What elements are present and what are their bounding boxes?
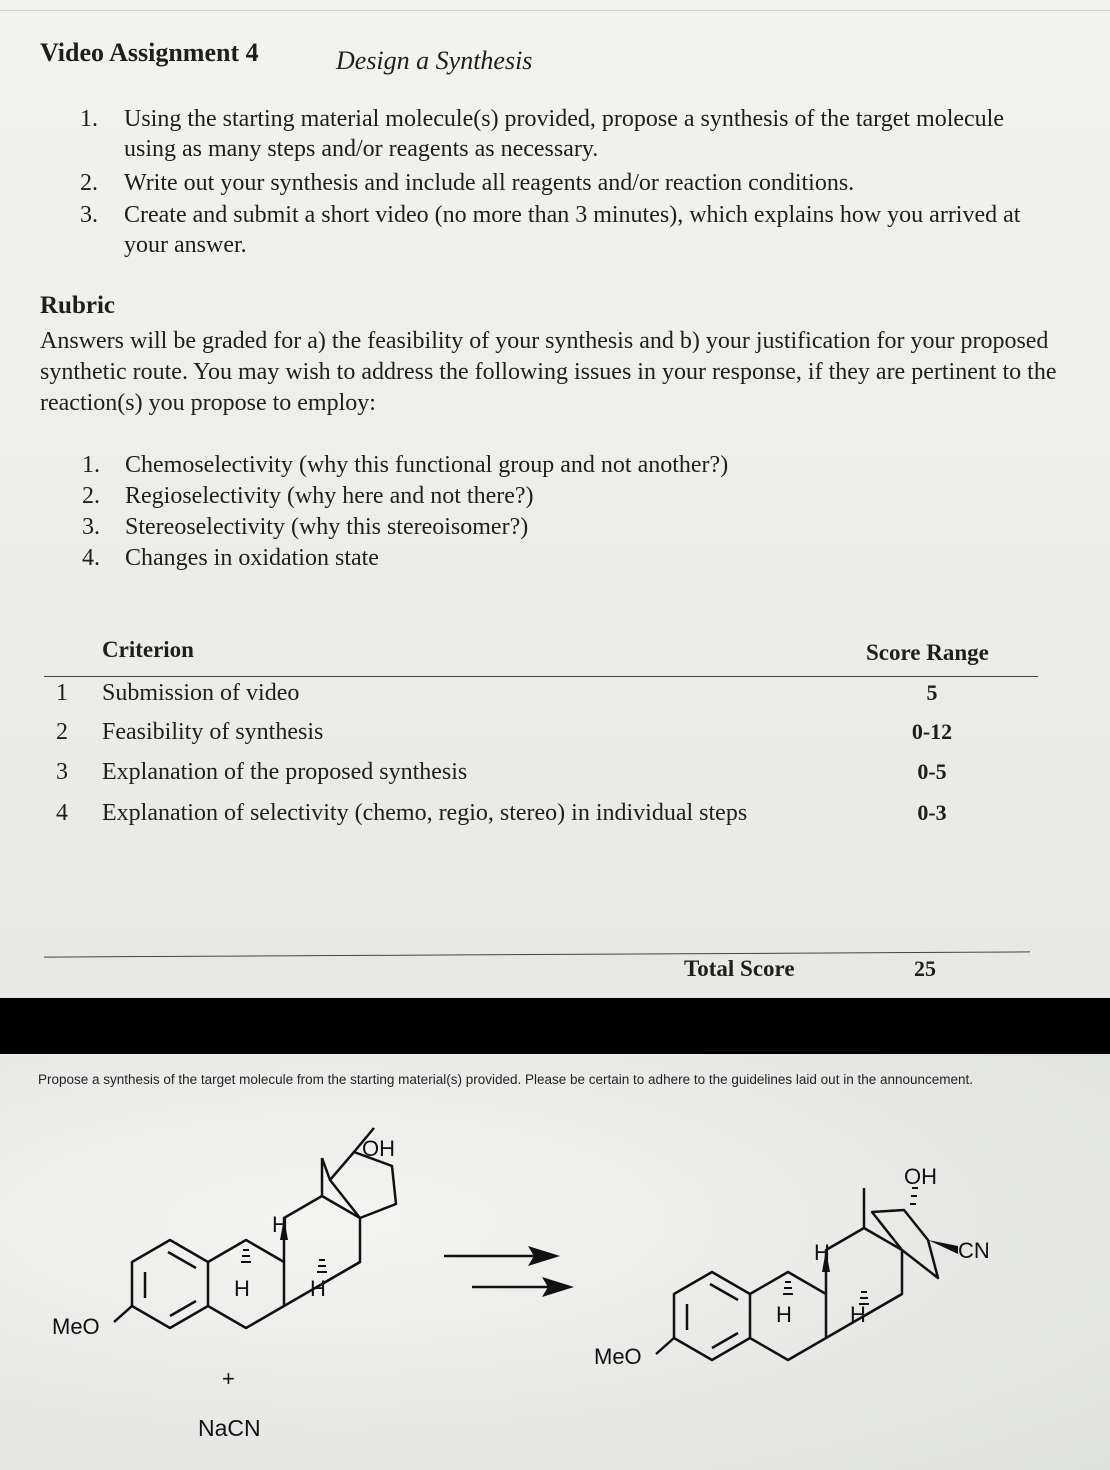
row-criterion: Submission of video bbox=[102, 680, 300, 706]
row-criterion: Explanation of the proposed synthesis bbox=[102, 759, 468, 785]
target-structure bbox=[656, 1188, 938, 1360]
row-score: 0-3 bbox=[917, 800, 947, 825]
instruction-number: 1. bbox=[80, 106, 98, 132]
total-score-value: 25 bbox=[914, 956, 936, 981]
table-header-criterion: Criterion bbox=[102, 637, 194, 662]
row-number: 3 bbox=[56, 759, 68, 785]
instruction-item bbox=[80, 200, 1020, 260]
row-score: 0-5 bbox=[917, 759, 947, 784]
instruction-text: Create and submit a short video (no more than 3 minutes), which explains how you arrived at your answer. bbox=[124, 202, 1021, 258]
assignment-subtitle: Design a Synthesis bbox=[336, 46, 533, 75]
wedge-bond-cn bbox=[928, 1240, 958, 1254]
reaction-scheme bbox=[0, 1100, 1110, 1470]
meo-bond bbox=[114, 1306, 132, 1322]
bond bbox=[322, 1262, 360, 1284]
start-h-label: H bbox=[234, 1276, 250, 1301]
instruction-text: Using the starting material molecule(s) provided, propose a synthesis of the target molecule using as many steps and/or reagents as necessary. bbox=[124, 106, 1004, 162]
table-row bbox=[0, 759, 1110, 789]
issue-text: Chemoselectivity (why this functional group and not another?) bbox=[125, 452, 729, 478]
ring-d bbox=[330, 1152, 396, 1218]
aromatic-double-bond bbox=[168, 1252, 196, 1268]
start-h-label: H bbox=[310, 1276, 326, 1301]
row-criterion: Feasibility of synthesis bbox=[102, 719, 324, 745]
reagent-label: NaCN bbox=[198, 1415, 261, 1441]
rubric-paragraph: Answers will be graded for a) the feasibility of your synthesis and b) your justification for your proposed synthetic route. You may wish to address the following issues in your response, if they are pertinent to the reaction(s) you propose to employ: bbox=[40, 328, 1057, 416]
total-score-label: Total Score bbox=[684, 956, 795, 981]
issue-text: Changes in oxidation state bbox=[125, 545, 379, 571]
rubric-heading: Rubric bbox=[40, 292, 115, 319]
issue-number: 1. bbox=[82, 452, 100, 478]
row-number: 4 bbox=[56, 800, 68, 826]
start-oh-label: OH bbox=[362, 1136, 395, 1161]
start-meo-label: MeO bbox=[52, 1314, 100, 1339]
table-row bbox=[0, 800, 1110, 830]
starting-material-structure bbox=[114, 1128, 396, 1328]
black-separator-bar bbox=[0, 998, 1110, 1054]
instruction-text: Write out your synthesis and include all reagents and/or reaction conditions. bbox=[124, 170, 855, 196]
bond bbox=[864, 1294, 902, 1316]
issue-number: 4. bbox=[82, 545, 100, 571]
table-row bbox=[0, 719, 1110, 749]
table-header-rule bbox=[44, 676, 1038, 677]
row-score: 0-12 bbox=[911, 719, 953, 744]
instruction-item bbox=[80, 168, 1020, 198]
row-number: 1 bbox=[56, 680, 68, 706]
table-total-rule bbox=[44, 951, 1030, 957]
row-number: 2 bbox=[56, 719, 68, 745]
table-row bbox=[0, 680, 1110, 710]
target-cn-label: CN bbox=[958, 1238, 990, 1263]
instruction-number: 2. bbox=[80, 170, 98, 196]
aromatic-double-bond bbox=[710, 1284, 738, 1300]
issue-number: 2. bbox=[82, 483, 100, 509]
issue-number: 3. bbox=[82, 514, 100, 540]
ring-d bbox=[872, 1210, 938, 1278]
issue-text: Regioselectivity (why here and not there?) bbox=[125, 483, 534, 509]
target-meo-label: MeO bbox=[594, 1344, 642, 1369]
target-h-label: H bbox=[850, 1302, 866, 1327]
aromatic-double-bond bbox=[712, 1333, 738, 1348]
instruction-item bbox=[80, 104, 1020, 164]
row-criterion: Explanation of selectivity (chemo, regio, stereo) in individual steps bbox=[102, 800, 748, 826]
aromatic-double-bond bbox=[170, 1301, 196, 1316]
target-oh-label: OH bbox=[904, 1164, 937, 1189]
row-score: 5 bbox=[926, 680, 938, 705]
plus-sign: + bbox=[222, 1366, 235, 1391]
table-header-score: Score Range bbox=[866, 640, 989, 665]
target-h-label: H bbox=[814, 1240, 830, 1265]
assignment-title: Video Assignment 4 bbox=[40, 38, 259, 67]
instruction-number: 3. bbox=[80, 202, 98, 228]
issue-text: Stereoselectivity (why this stereoisomer?) bbox=[125, 514, 529, 540]
problem-prompt: Propose a synthesis of the target molecule from the starting material(s) provided. Please be certain to adhere to the guidelines laid out in the announcement. bbox=[38, 1072, 974, 1087]
meo-bond bbox=[656, 1338, 674, 1354]
top-rule bbox=[0, 10, 1110, 11]
target-h-label: H bbox=[776, 1302, 792, 1327]
start-h-label: H bbox=[272, 1212, 288, 1237]
target-stereo-wedges bbox=[783, 1188, 958, 1304]
